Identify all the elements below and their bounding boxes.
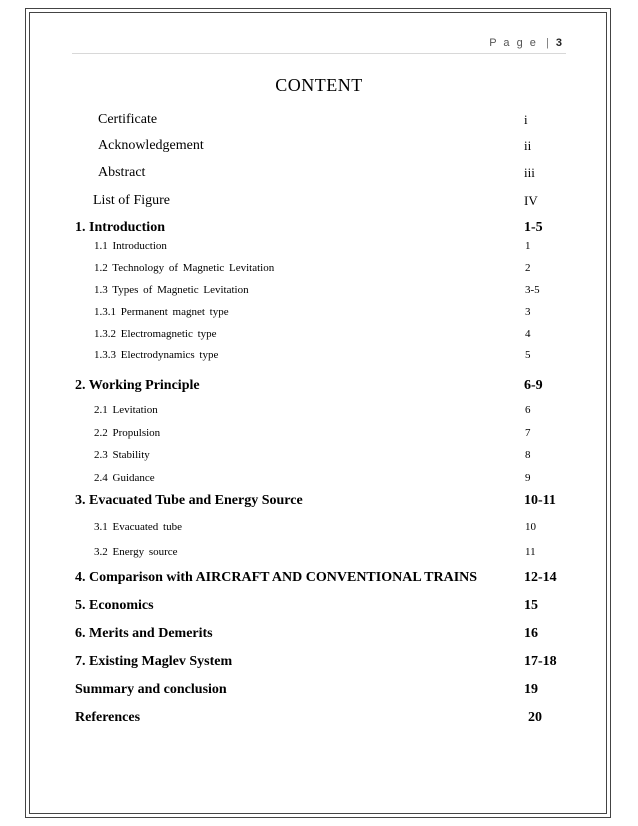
toc-chapter-page: 6-9 bbox=[524, 378, 543, 393]
page-header bbox=[489, 37, 562, 49]
toc-entry-page: IV bbox=[524, 193, 538, 208]
toc-subentry-label: 1.1 Introduction bbox=[94, 240, 167, 252]
toc-chapter-page: 19 bbox=[524, 682, 538, 697]
toc-subentry bbox=[0, 404, 638, 424]
toc-entry-page: iii bbox=[524, 165, 535, 180]
toc-entry-acknowledgement bbox=[0, 138, 638, 158]
toc-chapter-label: Summary and conclusion bbox=[75, 682, 227, 697]
toc-chapter-economics bbox=[0, 598, 638, 618]
toc-subentry bbox=[0, 306, 638, 326]
toc-subentry-label: 1.3.2 Electromagnetic type bbox=[94, 328, 217, 340]
header-rule bbox=[72, 53, 566, 54]
toc-subentry-page: 11 bbox=[525, 546, 536, 558]
toc-subentry-page: 7 bbox=[525, 427, 531, 439]
toc-chapter-page: 12-14 bbox=[524, 570, 557, 585]
toc-subentry bbox=[0, 349, 638, 369]
toc-subentry-label: 1.3.1 Permanent magnet type bbox=[94, 306, 229, 318]
toc-entry-label: Acknowledgement bbox=[98, 138, 204, 153]
toc-subentry bbox=[0, 328, 638, 348]
toc-subentry-label: 3.1 Evacuated tube bbox=[94, 521, 182, 533]
toc-subentry-page: 8 bbox=[525, 449, 531, 461]
toc-subentry-label: 1.3 Types of Magnetic Levitation bbox=[94, 284, 249, 296]
toc-subentry-label: 2.4 Guidance bbox=[94, 472, 155, 484]
toc-subentry-page: 2 bbox=[525, 262, 531, 274]
toc-chapter-label: 1. Introduction bbox=[75, 220, 165, 235]
toc-subentry-label: 2.3 Stability bbox=[94, 449, 150, 461]
toc-subentry-page: 5 bbox=[525, 349, 531, 361]
toc-subentry-label: 3.2 Energy source bbox=[94, 546, 178, 558]
toc-chapter-label: 7. Existing Maglev System bbox=[75, 654, 233, 669]
toc-chapter-comparison bbox=[0, 570, 638, 590]
toc-chapter-page: 17-18 bbox=[524, 654, 557, 669]
toc-chapter-evacuated-tube bbox=[0, 493, 638, 513]
page-number: 3 bbox=[555, 37, 562, 49]
toc-chapter-label: 5. Economics bbox=[75, 598, 154, 613]
toc-subentry-page: 1 bbox=[525, 240, 531, 252]
toc-subentry-page: 6 bbox=[525, 404, 531, 416]
toc-entry-abstract bbox=[0, 165, 638, 185]
toc-chapter-label: 4. Comparison with AIRCRAFT AND CONVENTIONAL TRAINS bbox=[75, 570, 478, 585]
toc-subentry bbox=[0, 546, 638, 566]
toc-subentry bbox=[0, 472, 638, 492]
toc-entry-references bbox=[0, 710, 638, 730]
toc-entry-page: ii bbox=[524, 138, 532, 153]
toc-chapter-label: 6. Merits and Demerits bbox=[75, 626, 213, 641]
toc-entry-label: Certificate bbox=[98, 112, 158, 127]
toc-subentry bbox=[0, 240, 638, 260]
toc-chapter-page: 15 bbox=[524, 598, 538, 613]
toc-entry-list-of-figure bbox=[0, 193, 638, 213]
toc-subentry-page: 3-5 bbox=[525, 284, 540, 296]
toc-subentry bbox=[0, 449, 638, 469]
toc-entry-page: i bbox=[524, 112, 528, 127]
toc-chapter-label: 2. Working Principle bbox=[75, 378, 200, 393]
toc-subentry-label: 2.1 Levitation bbox=[94, 404, 158, 416]
toc-subentry-page: 9 bbox=[525, 472, 531, 484]
toc-subentry-page: 10 bbox=[525, 521, 536, 533]
toc-subentry bbox=[0, 262, 638, 282]
toc-chapter-label: 3. Evacuated Tube and Energy Source bbox=[75, 493, 303, 508]
toc-chapter-page: 16 bbox=[524, 626, 538, 641]
toc-chapter-introduction bbox=[0, 220, 638, 240]
header-separator: | bbox=[545, 37, 549, 49]
toc-subentry bbox=[0, 427, 638, 447]
toc-chapter-working-principle bbox=[0, 378, 638, 398]
toc-subentry-page: 4 bbox=[525, 328, 531, 340]
toc-entry-certificate bbox=[0, 112, 638, 132]
toc-chapter-page: 10-11 bbox=[524, 493, 556, 508]
toc-chapter-existing-maglev bbox=[0, 654, 638, 674]
toc-subentry-label: 2.2 Propulsion bbox=[94, 427, 161, 439]
toc-subentry-page: 3 bbox=[525, 306, 531, 318]
toc-subentry bbox=[0, 284, 638, 304]
toc-chapter-page: 20 bbox=[528, 710, 542, 725]
toc-chapter-label: References bbox=[75, 710, 141, 725]
page-word: P a g e bbox=[489, 37, 538, 49]
toc-entry-label: Abstract bbox=[98, 165, 146, 180]
toc-subentry bbox=[0, 521, 638, 541]
toc-chapter-page: 1-5 bbox=[524, 220, 543, 235]
toc-chapter-merits bbox=[0, 626, 638, 646]
toc-subentry-label: 1.3.3 Electrodynamics type bbox=[94, 349, 219, 361]
toc-entry-summary bbox=[0, 682, 638, 702]
contents-title: CONTENT bbox=[275, 75, 363, 95]
toc-entry-label: List of Figure bbox=[93, 193, 170, 208]
toc-subentry-label: 1.2 Technology of Magnetic Levitation bbox=[94, 262, 275, 274]
